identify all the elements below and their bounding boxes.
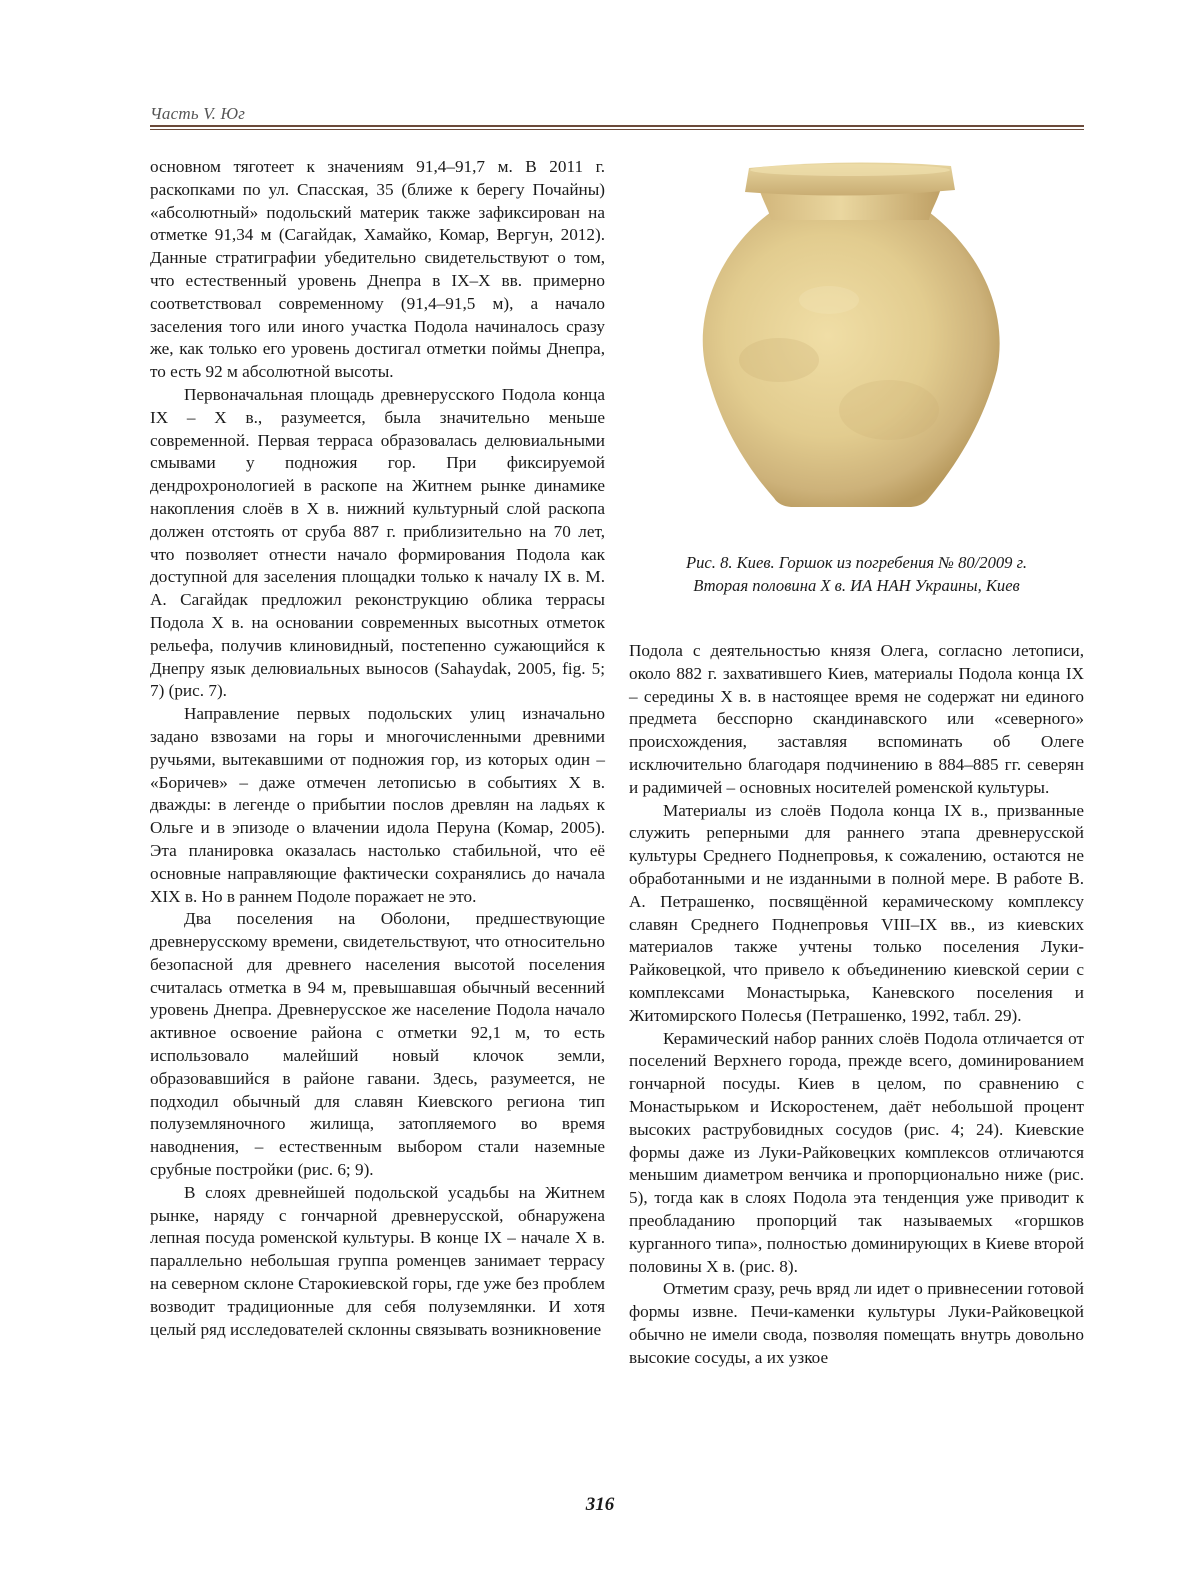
paragraph: Направление первых подольских улиц изначально задано взвозами на горы и многочисленными древними ручьями, вытекавшими от подножия гор, из которых один – «Боричев» – даже отмечен летописью в событиях X в. дважды: в легенде о прибытии послов древлян на ладьях к Ольге и в эпизоде о влачении идола Перуна (Комар, 2005). Эта планировка оказалась настолько стабильной, что её основные направляющие фактически сохранялись до начала XIX в. Но в раннем Подоле поражает не это. bbox=[150, 704, 605, 906]
clay-pot-image bbox=[629, 150, 1084, 550]
header-rule bbox=[150, 125, 1084, 127]
page-number: 316 bbox=[585, 1494, 615, 1515]
header-rule-thin bbox=[150, 129, 1084, 130]
caption-line: Рис. 8. Киев. Горшок из погребения № 80/2009 г. bbox=[685, 553, 1028, 572]
caption-line: Вторая половина X в. ИА НАН Украины, Киев bbox=[693, 575, 1020, 595]
paragraph: Материалы из слоёв Подола конца IX в., призванные служить реперными для раннего этапа древнерусской культуры Среднего Поднепровья, к сожалению, остаются не обработанными и не изданными в полной мере. В работе В. А. Петрашенко, посвящённой керамическому комплексу славян Среднего Поднепровья VIII–IX вв., из киевских материалов также учтены только поселения Луки-Райковецкой, что привело к объединению киевской серии с комплексами Монастырька, Каневского поселения и Житомирского Полесья (Петрашенко, 1992, табл. 29). bbox=[629, 800, 1084, 1025]
right-column bbox=[629, 640, 1084, 1450]
paragraph: Два поселения на Оболони, предшествующие древнерусскому времени, свидетельствуют, что относительно безопасной для древнего населения высотой поселения считалась отметка в 94 м, превышавшая обычный весенний уровень Днепра. Древнерусское же население Подола начало активное освоение района с отметки 92,1 м, то есть использовало малейший новый клочок земли, образовавшийся в районе гавани. Здесь, разумеется, не подходил обычный для славян Киевского региона тип полуземляночного жилища, затопляемого во время наводнения, – естественным выбором стали наземные срубные постройки (рис. 6; 9). bbox=[150, 909, 605, 1180]
paragraph: В слоях древнейшей подольской усадьбы на Житнем рынке, наряду с гончарной древнерусской, обнаружена лепная посуда роменской культуры. В конце IX – начале X в. параллельно небольшая группа роменцев занимает террасу на северном склоне Старокиевской горы, где уже без проблем возводит традиционные для себя полуземлянки. И хотя целый ряд исследователей склонны связывать возникновение bbox=[150, 1182, 605, 1339]
pot-figure bbox=[629, 150, 1084, 620]
paragraph: Керамический набор ранних слоёв Подола отличается от поселений Верхнего города, прежде всего, доминированием гончарной посуды. Киев в целом, по сравнению с Монастырьком и Искоростенем, даёт небольшой процент высоких раструбовидных сосудов (рис. 4; 24). Киевские формы даже из Луки-Райковецких комплексов отличаются меньшим диаметром венчика и пропорционально ниже (рис. 5), тогда как в слоях Подола эта тенденция уже приводит к преобладанию пропорций так называемых «горшков курганного типа», полностью доминирующих в Киеве второй половины X в. (рис. 8). bbox=[629, 1028, 1084, 1276]
running-header: Часть V. Юг bbox=[150, 104, 246, 123]
figure-caption bbox=[629, 552, 1084, 597]
paragraph: основном тяготеет к значениям 91,4–91,7 м. В 2011 г. раскопками по ул. Спасская, 35 (ближе к берегу Почайны) «абсолютный» подольский материк также зафиксирован на отметке 91,34 м (Сагайдак, Хамайко, Комар, Вергун, 2012). Данные стратиграфии убедительно свидетельствуют о том, что естественный уровень Днепра в IX–X вв. примерно соответствовал современному (91,4–91,5 м), а начало заселения того или иного участка Подола начиналось сразу же, как только его уровень достигал отметки поймы Днепра, то есть 92 м абсолютной высоты. bbox=[150, 157, 605, 382]
paragraph: Отметим сразу, речь вряд ли идет о привнесении готовой формы извне. Печи-каменки культуры Луки-Райковецкой обычно не имели свода, позволяя помещать внутрь довольно высокие сосуды, а их узкое bbox=[629, 1279, 1084, 1367]
paragraph: Подола с деятельностью князя Олега, согласно летописи, около 882 г. захватившего Киев, материалы Подола конца IX – середины X в. в настоящее время не содержат ни единого предмета бесспорно скандинавского или «северного» происхождения, заставляя вспоминать об Олеге исключительно благодаря подчинению в 884–885 гг. северян и радимичей – основных носителей роменской культуры. bbox=[629, 641, 1084, 797]
paragraph: Первоначальная площадь древнерусского Подола конца IX – X в., разумеется, была значительно меньше современной. Первая терраса образовалась делювиальными смывами у подножия гор. При фиксируемой дендрохронологией в раскопе на Житнем рынке динамике накопления слоёв в X в. нижний культурный слой раскопа должен отстоять от сруба 887 г. приблизительно на 70 лет, что позволяет отнести начало формирования Подола как доступной для заселения площадки только к началу IX в. М. А. Сагайдак предложил реконструкцию облика террасы Подола X в. на основании современных высотных отметок рельефа, получив клиновидный, постепенно сужающийся к Днепру язык делювиальных выносов (Sahaydak, 2005, fig. 5; 7) (рис. 7). bbox=[150, 384, 605, 701]
left-column bbox=[150, 156, 605, 1446]
